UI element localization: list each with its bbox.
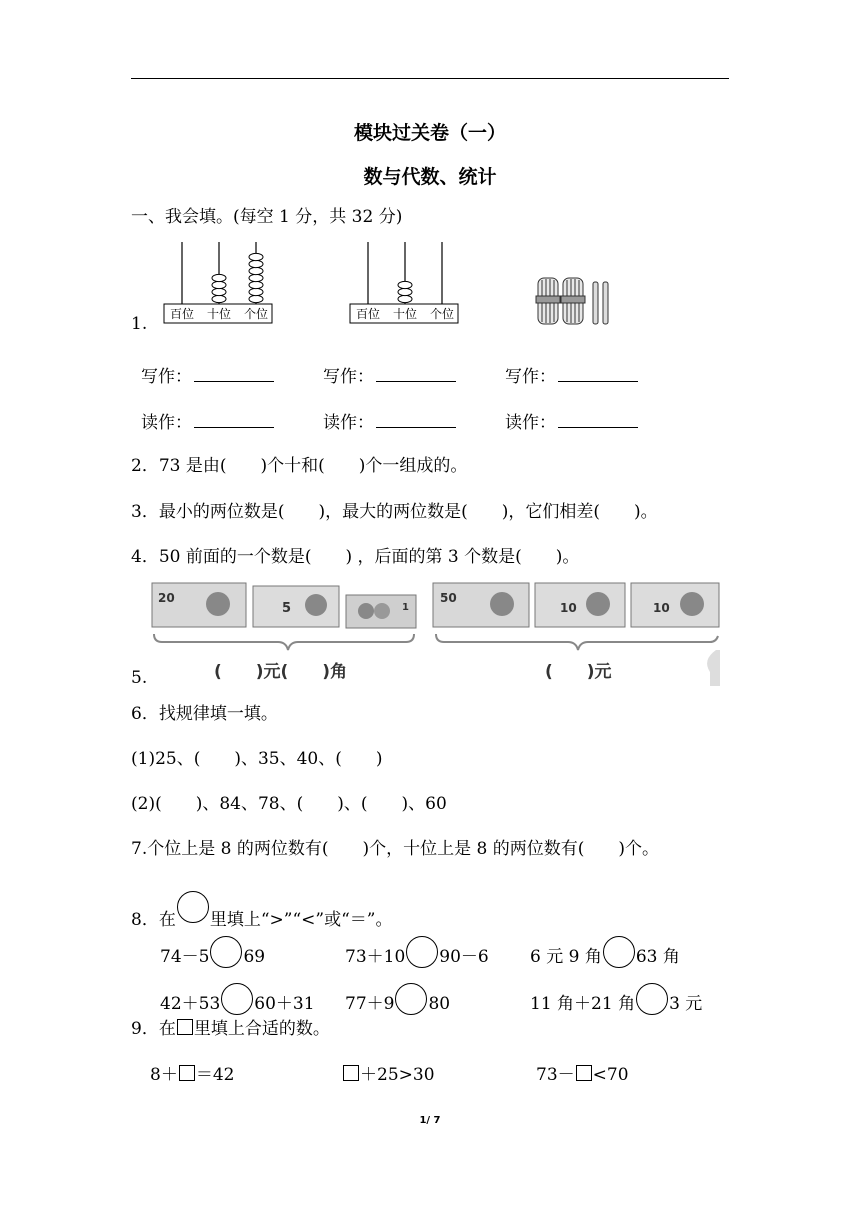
compare-circle[interactable] <box>603 936 635 968</box>
abacus-label-tens: 十位 <box>206 307 232 321</box>
banknote-10-yuan <box>631 583 719 627</box>
abacus-beads-tens <box>398 281 412 302</box>
abacus-figure-1 <box>160 236 275 326</box>
fill-item: ＋25>30 <box>342 1065 435 1085</box>
question-number-1: 1. <box>131 314 148 334</box>
fill-item: 8＋ ＝42 <box>150 1065 235 1085</box>
page-edge-shading <box>707 650 720 686</box>
svg-text:1: 1 <box>402 602 409 613</box>
read-row: 读作： <box>505 411 638 433</box>
circle-symbol <box>177 891 209 923</box>
banknote-5-yuan <box>253 586 339 627</box>
write-blank-1[interactable] <box>194 365 274 382</box>
write-blank-2[interactable] <box>376 365 456 382</box>
compare-circle[interactable] <box>210 936 242 968</box>
abacus-label-hundreds: 百位 <box>355 307 381 321</box>
money-right-answer: ( )元 <box>545 662 612 682</box>
compare-circle[interactable] <box>395 983 427 1015</box>
compare-item: 6 元 9 角 63 角 <box>530 936 680 968</box>
abacus-figure-2 <box>346 236 461 326</box>
compare-item: 42＋53 60＋31 <box>160 983 315 1015</box>
svg-text:20: 20 <box>158 591 175 605</box>
write-row: 写作： <box>505 365 638 387</box>
banknote-50-yuan <box>433 583 529 627</box>
abacus-beads-ones <box>249 253 263 302</box>
compare-item: 77＋9 80 <box>345 983 450 1015</box>
svg-text:10: 10 <box>653 601 670 615</box>
banknote-10-yuan <box>535 583 625 627</box>
question-2: 2．73 是由( )个十和( )个一组成的。 <box>131 456 468 476</box>
right-brace <box>436 634 718 650</box>
top-rule <box>131 78 729 79</box>
banknote-20-yuan <box>152 583 246 627</box>
stick-bundles-figure <box>530 274 620 329</box>
write-row: 写作： <box>141 365 274 387</box>
compare-circle[interactable] <box>406 936 438 968</box>
stick-bundle-2 <box>561 278 585 324</box>
abacus-label-tens: 十位 <box>392 307 418 321</box>
abacus-label-ones: 个位 <box>243 307 269 321</box>
compare-item: 11 角＋21 角 3 元 <box>530 983 702 1015</box>
money-left-answer: ( )元( )角 <box>214 662 348 682</box>
banknote-1-jiao <box>346 595 416 628</box>
page-title: 模块过关卷（一） <box>353 122 506 144</box>
read-blank-1[interactable] <box>194 411 274 428</box>
stick-bundle-1 <box>536 278 560 324</box>
read-blank-2[interactable] <box>376 411 456 428</box>
compare-item: 74－5 69 <box>160 936 265 968</box>
fill-box[interactable] <box>576 1065 592 1081</box>
read-row: 读作： <box>141 411 274 433</box>
svg-text:5: 5 <box>282 601 292 616</box>
compare-item: 73＋10 90－6 <box>345 936 489 968</box>
read-row: 读作： <box>323 411 456 433</box>
abacus-beads-tens <box>212 274 226 302</box>
page-number: 1/ 7 <box>419 1115 441 1126</box>
question-6-title: 6．找规律填一填。 <box>131 704 278 724</box>
write-row: 写作： <box>323 365 456 387</box>
fill-box[interactable] <box>179 1065 195 1081</box>
question-9-title: 9．在 里填上合适的数。 <box>131 1019 330 1039</box>
question-3: 3．最小的两位数是( )，最大的两位数是( )，它们相差( )。 <box>131 502 658 522</box>
fill-box[interactable] <box>343 1065 359 1081</box>
svg-text:50: 50 <box>440 591 457 605</box>
single-sticks <box>593 282 608 324</box>
compare-circle[interactable] <box>221 983 253 1015</box>
compare-circle[interactable] <box>636 983 668 1015</box>
abacus-label-hundreds: 百位 <box>169 307 195 321</box>
fill-item: 73－ <70 <box>536 1065 629 1085</box>
square-symbol <box>177 1019 193 1035</box>
question-number-5: 5. <box>131 668 148 688</box>
question-4: 4．50 前面的一个数是( ) ，后面的第 3 个数是( )。 <box>131 547 580 567</box>
question-8-title: 8．在 里填上“>”“<”或“＝”。 <box>131 891 392 930</box>
question-6-part-1: (1)25、( )、35、40、( ) <box>131 749 383 769</box>
question-7: 7.个位上是 8 的两位数有( )个，十位上是 8 的两位数有( )个。 <box>131 839 659 859</box>
abacus-label-ones: 个位 <box>429 307 455 321</box>
page-subtitle: 数与代数、统计 <box>363 166 497 188</box>
write-blank-3[interactable] <box>558 365 638 382</box>
question-6-part-2: (2)( )、84、78、( )、( )、60 <box>131 794 447 814</box>
svg-text:10: 10 <box>560 601 577 615</box>
left-brace <box>154 634 414 650</box>
section-heading: 一、我会填。(每空 1 分，共 32 分) <box>131 207 403 227</box>
read-blank-3[interactable] <box>558 411 638 428</box>
